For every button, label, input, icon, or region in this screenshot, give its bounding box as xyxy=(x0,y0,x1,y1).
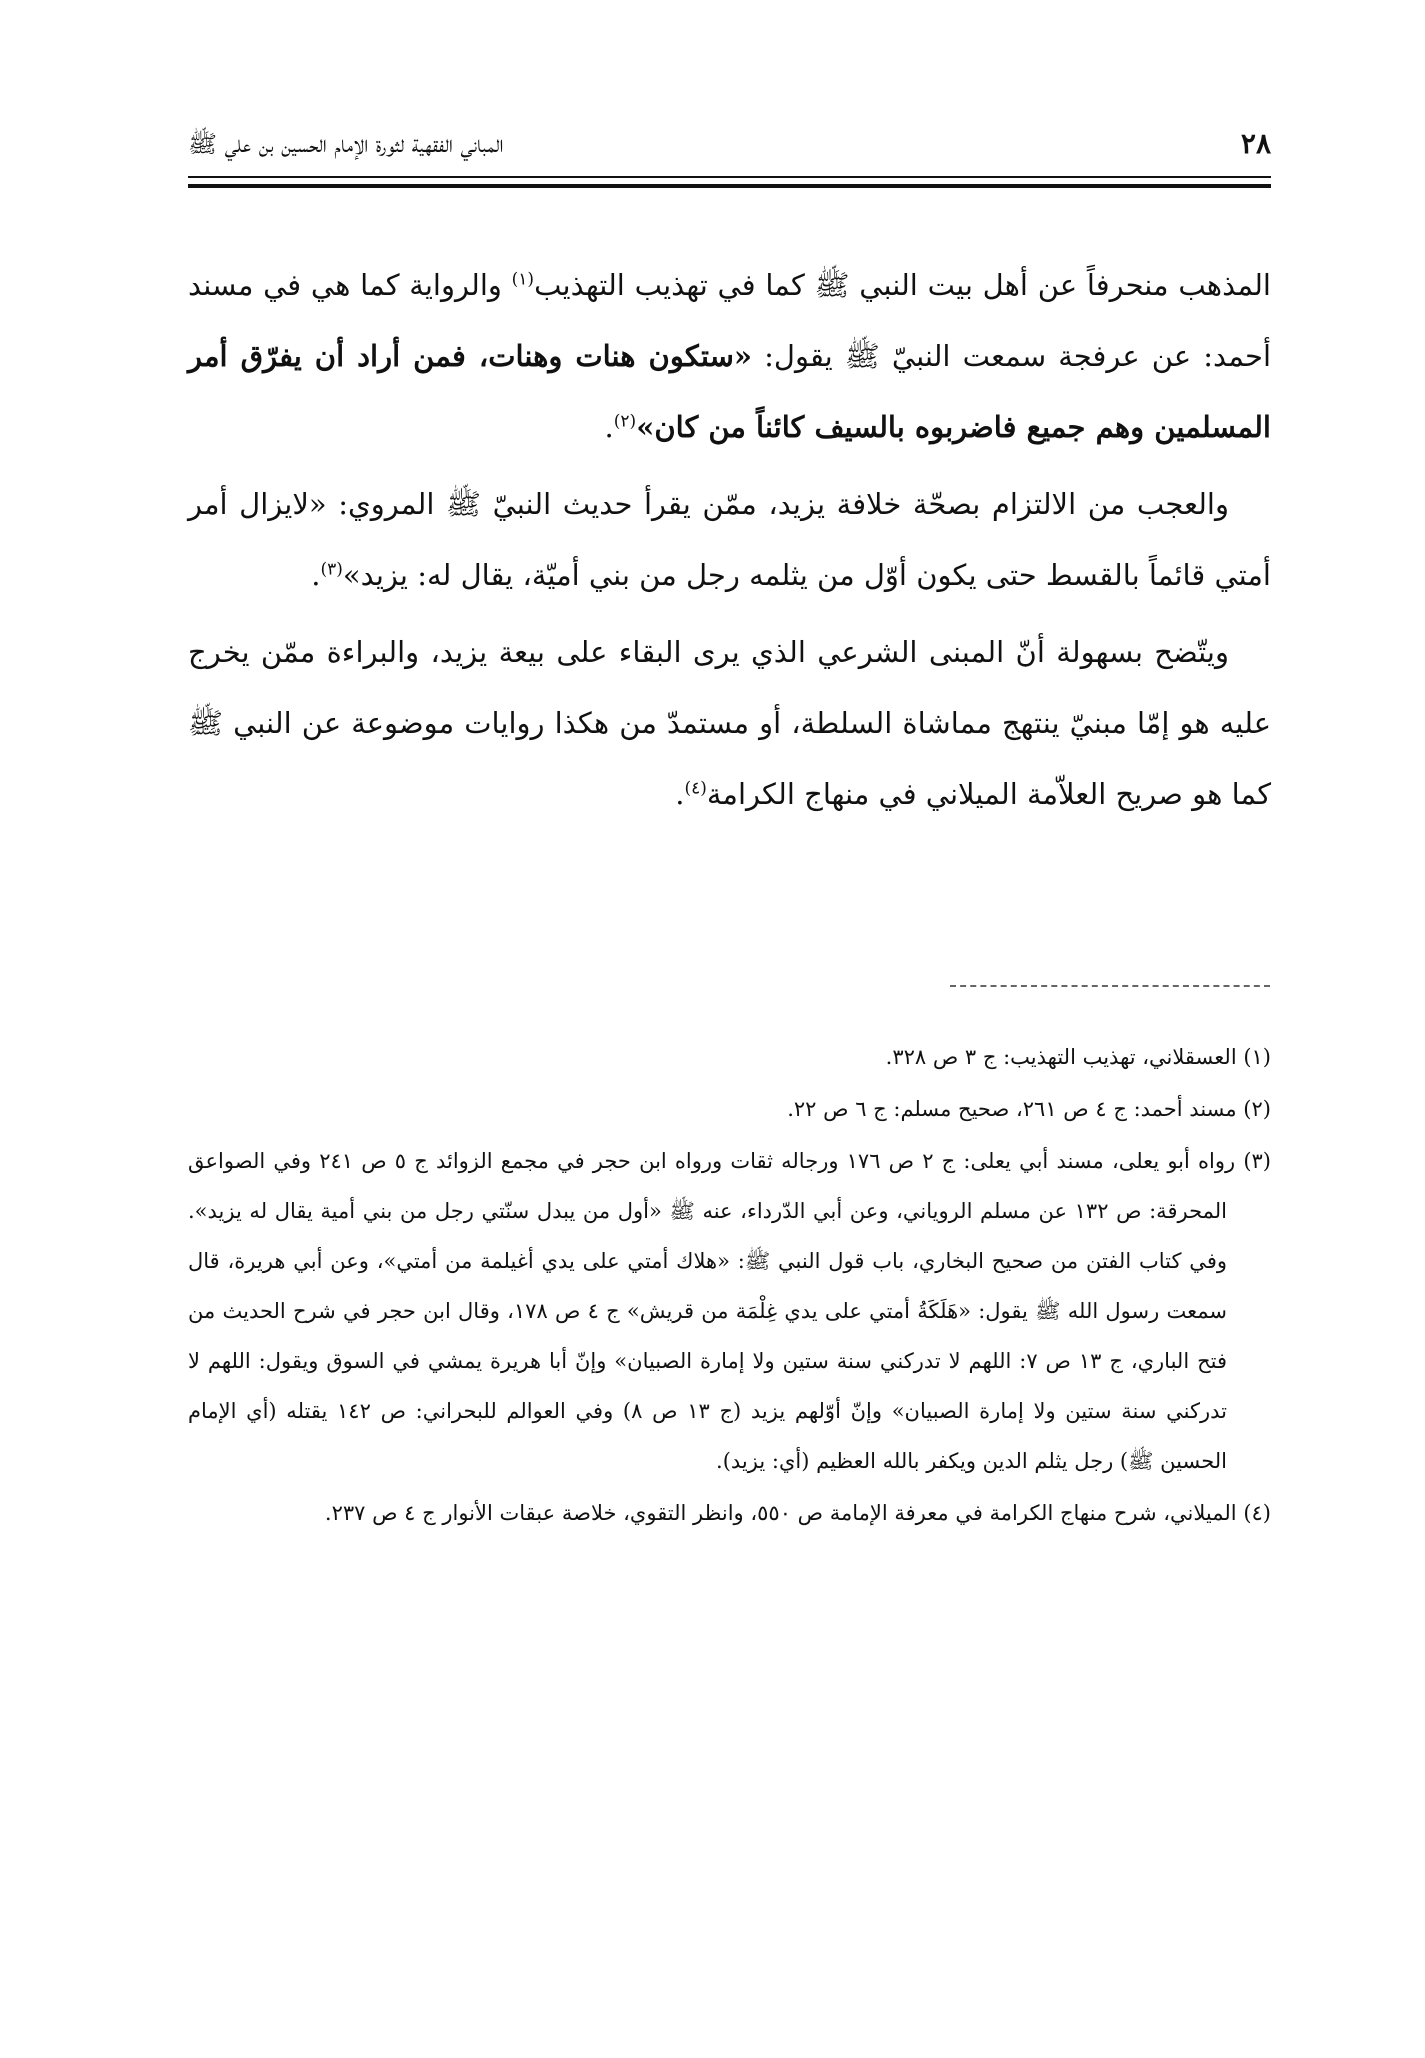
paragraph-3 xyxy=(188,617,1271,830)
paragraph-2-end: . xyxy=(311,558,321,592)
main-text xyxy=(188,250,1271,836)
footnote-2: (٢) مسند أحمد: ج ٤ ص ٢٦١، صحيح مسلم: ج ٦ ص ٢٢. xyxy=(787,1097,1271,1121)
footnote-ref-4: (٤) xyxy=(684,778,707,799)
paragraph-2 xyxy=(188,469,1271,611)
footnotes xyxy=(188,1032,1271,1540)
paragraph-2-text: والعجب من الالتزام بصحّة خلافة يزيد، ممّن يقرأ حديث النبيّ ﷺ المروي: «لايزال أمر أمتي قائماً بالقسط حتى يكون أوّل من يثلمه رجل من بني أميّة، يقال له: يزيد» xyxy=(188,487,1271,592)
running-title: المباني الفقهية لثورة الإمام الحسين بن علي ﷺ xyxy=(188,130,504,158)
paragraph-1-end: . xyxy=(604,410,614,444)
paragraph-1 xyxy=(188,250,1271,463)
paragraph-3-text: ويتّضح بسهولة أنّ المبنى الشرعي الذي يرى البقاء على بيعة يزيد، والبراءة ممّن يخرج عليه هو إمّا مبنيّ ينتهج مماشاة السلطة، أو مستمدّ من هكذا روايات موضوعة عن النبي ﷺ كما هو صريح العلاّمة الميلاني في منهاج الكرامة xyxy=(188,635,1271,811)
footnote-ref-3: (٣) xyxy=(320,559,343,580)
footnote-ref-2: (٢) xyxy=(613,411,637,432)
footnote-separator xyxy=(950,985,1270,987)
page-number: ٢٨ xyxy=(1240,127,1271,160)
footnote-3: (٣) رواه أبو يعلى، مسند أبي يعلى: ج ٢ ص ١٧٦ ورجاله ثقات ورواه ابن حجر في مجمع الزوائد ج ٥ ص ٢٤١ وفي الصواعق المحرقة: ص ١٣٢ عن مسلم الروياني، وعن أبي الدّرداء، عنه ﷺ «أول من يبدل سنّتي رجل من بني أمية يقال له يزيد». وفي كتاب الفتن من صحيح البخاري، باب قول النبي ﷺ: «هلاك أمتي على يدي أغيلمة من أمتي»، وعن أبي هريرة، قال سمعت رسول الله ﷺ يقول: «هَلَكَةُ أمتي على يدي غِلْمَة من قريش» ج ٤ ص ١٧٨، وقال ابن حجر في شرح الحديث من فتح الباري، ج ١٣ ص ٧: اللهم لا تدركني سنة ستين ولا إمارة الصبيان» وإنّ أبا هريرة يمشي في السوق ويقول: اللهم لا تدركني سنة ستين ولا إمارة الصبيان» وإنّ أوّلهم يزيد (ج ١٣ ص ٨) وفي العوالم للبحراني: ص ١٤٢ يقتله (أي الإمام الحسين ﷺ) رجل يثلم الدين ويكفر بالله العظيم (أي: يزيد). xyxy=(188,1149,1271,1473)
header-rule-thick xyxy=(188,184,1271,188)
paragraph-1-quote: «ستكون هنات وهنات، فمن أراد أن يفرّق أمر المسلمين وهم جميع فاضربوه بالسيف كائناً من كان» xyxy=(188,339,1271,444)
footnote-ref-1: (١) xyxy=(511,269,535,290)
footnote-1: (١) العسقلاني، تهذيب التهذيب: ج ٣ ص ٣٢٨. xyxy=(885,1045,1271,1069)
header-rule-thin xyxy=(188,176,1271,178)
page-header xyxy=(188,120,1271,164)
paragraph-1-text-b: والرواية كما هي في مسند أحمد: عن عرفجة سمعت النبيّ ﷺ يقول: xyxy=(188,268,1272,373)
footnote-4: (٤) الميلاني، شرح منهاج الكرامة في معرفة الإمامة ص ٥٥٠، وانظر التقوي، خلاصة عبقات الأنوار ج ٤ ص ٢٣٧. xyxy=(324,1501,1271,1525)
paragraph-3-end: . xyxy=(675,777,685,811)
paragraph-1-text-a: المذهب منحرفاً عن أهل بيت النبي ﷺ كما في تهذيب التهذيب xyxy=(534,268,1271,302)
